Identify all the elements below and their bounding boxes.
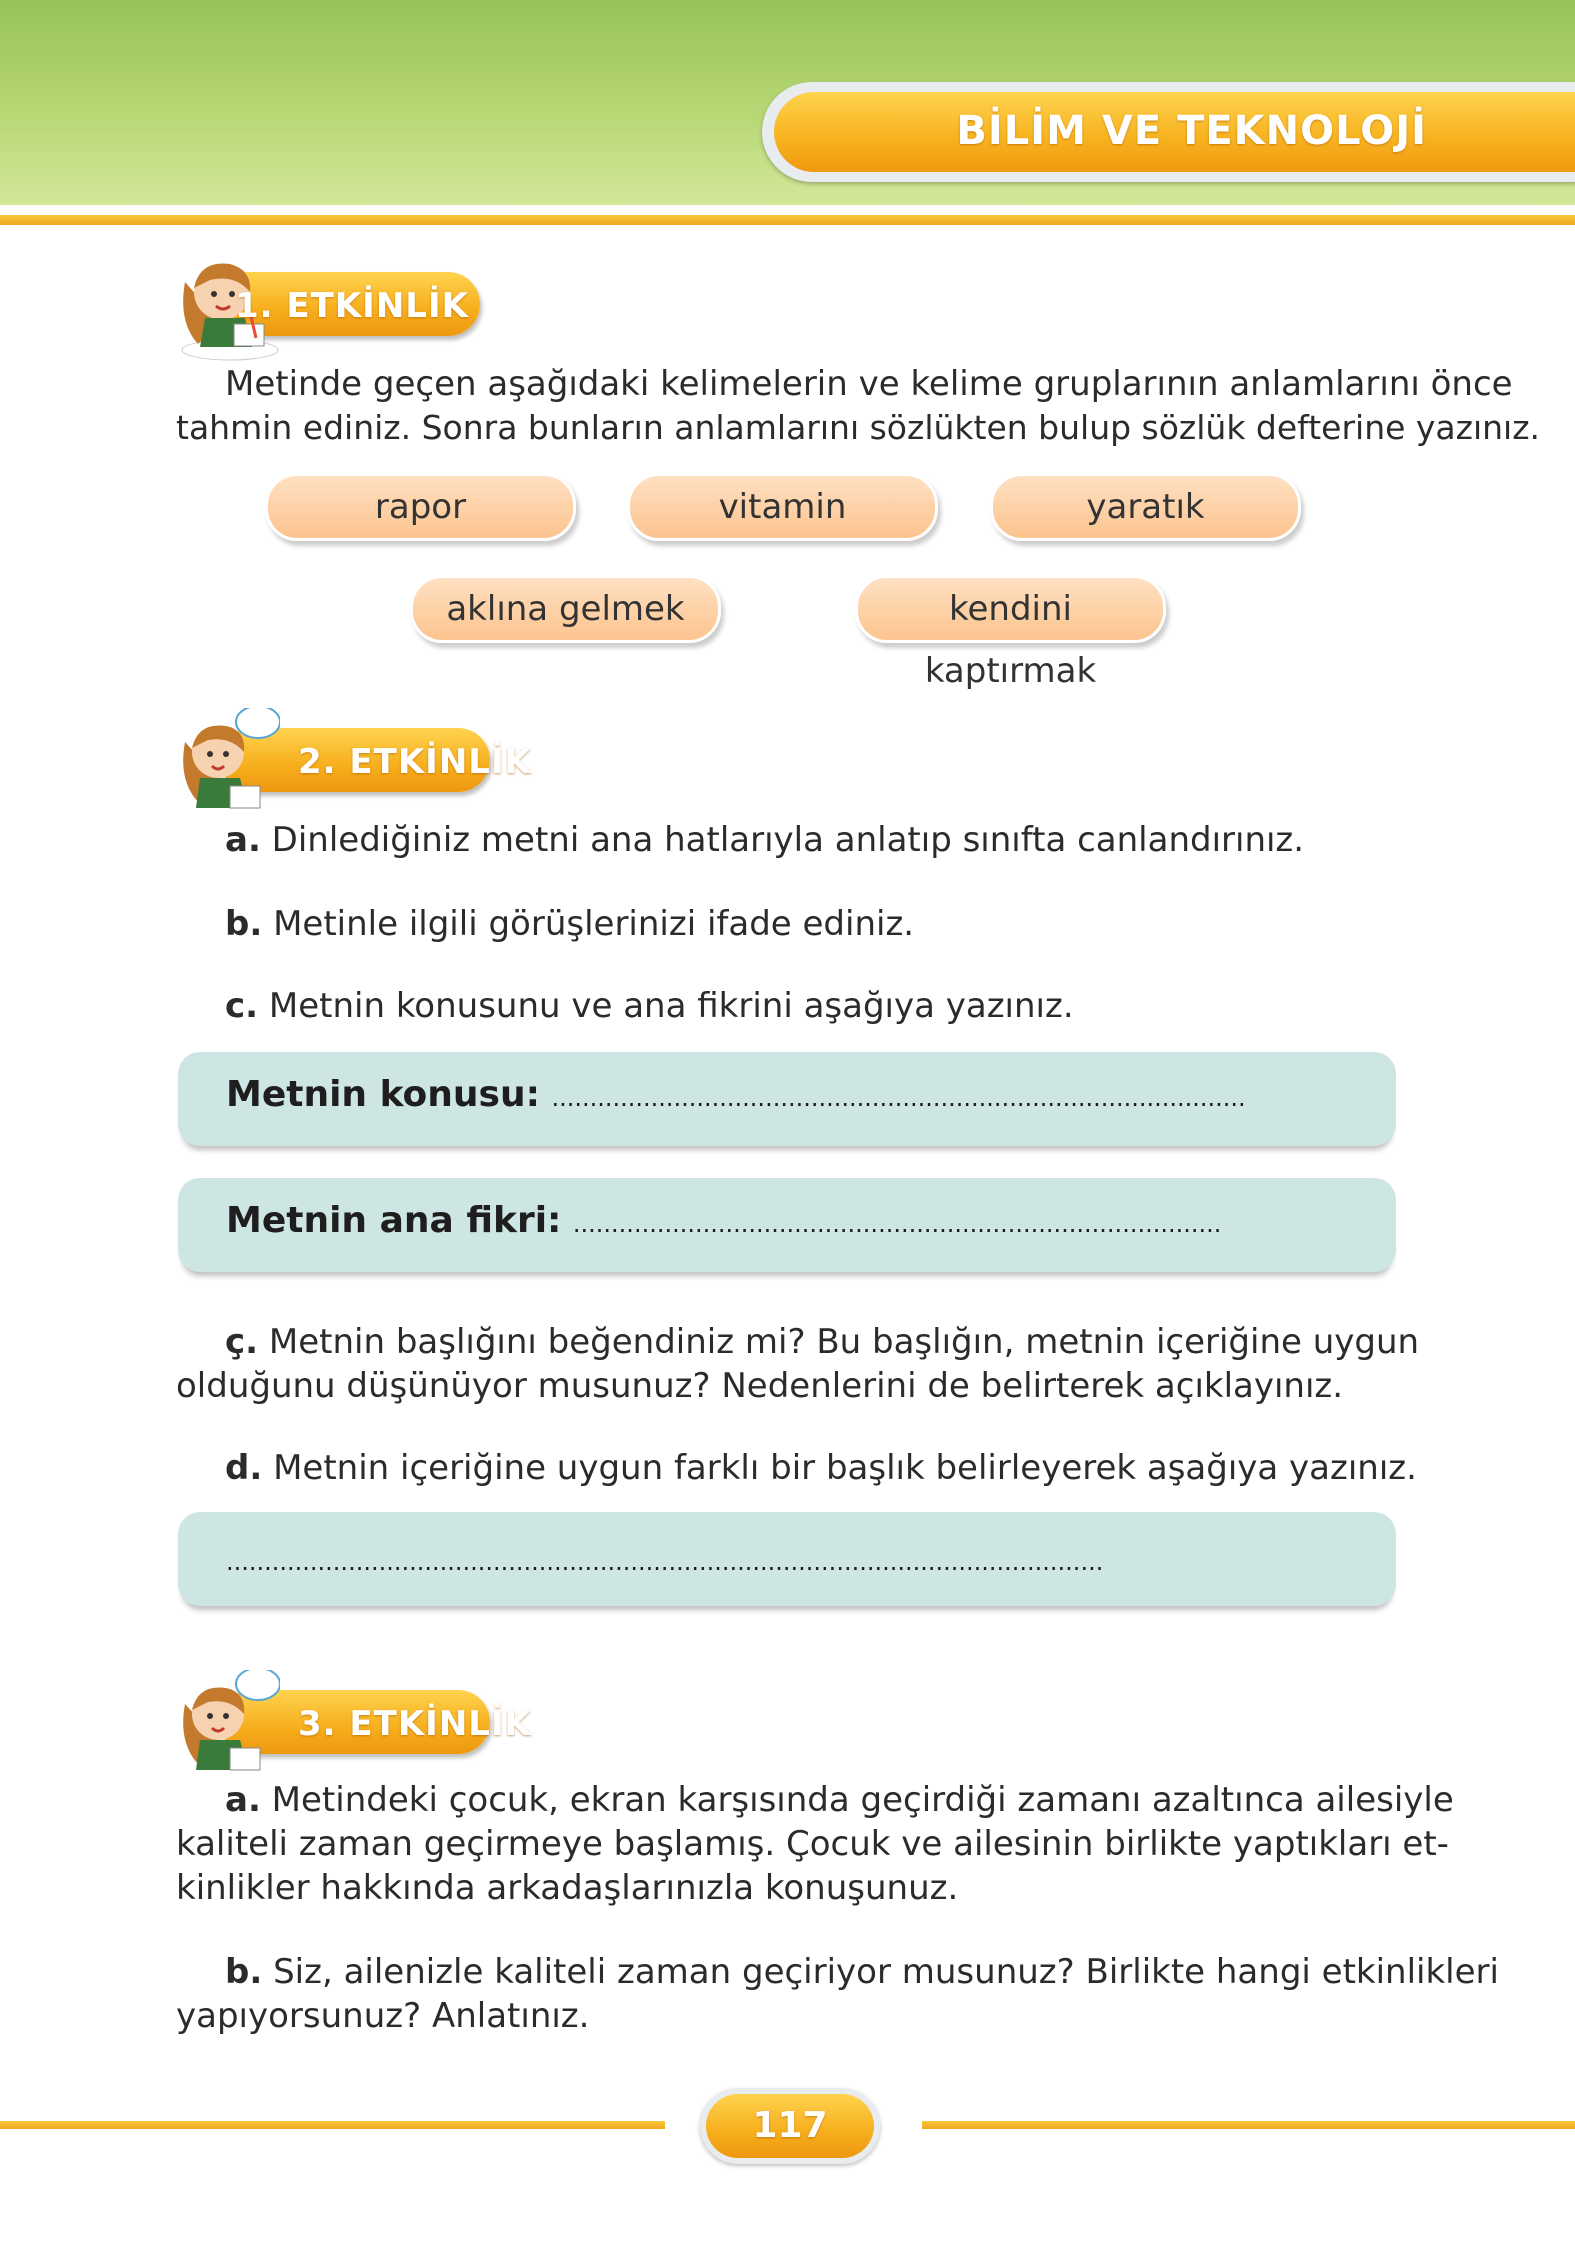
item-text: Dinlediğiniz metni ana hatlarıyla anlatıp sınıfta canlandırınız. [271,820,1305,860]
main-idea-answer-box[interactable] [178,1178,1396,1272]
unit-title: BİLİM VE TEKNOLOJİ [956,108,1427,154]
activity-1-instruction-line-1: Metinde geçen aşağıdaki kelimelerin ve kelime gruplarının anlamlarını önce [225,364,1513,404]
item-marker: c. [225,986,259,1026]
activity-1-heading [120,262,540,342]
girl-speaking-icon [160,708,280,818]
topic-dotted-line: ........................................................................................... [551,1084,1246,1112]
word-pill: aklına gelmek [410,575,721,643]
item-text: Metnin içeriğine uygun farklı bir başlık belirleyerek aşağıya yazınız. [273,1448,1417,1488]
new-title-answer-box[interactable] [178,1512,1396,1606]
item-2d [225,1446,1417,1490]
activity-3-heading [120,1680,550,1760]
item-3b-line-2: yapıyorsunuz? Anlatınız. [176,1996,590,2036]
item-3a-line-3: kinlikler hakkında arkadaşlarınızla konuşunuz. [176,1868,959,1908]
item-3b-line-1 [225,1950,1499,1994]
main-idea-dotted-line: ..................................................................................... [572,1210,1222,1238]
item-marker: b. [225,904,263,944]
page-number: 117 [706,2094,874,2158]
item-text: Metnin başlığını beğendiniz mi? Bu başlığın, metnin içeriğine uygun [268,1322,1420,1362]
item-3a-line-2: kaliteli zaman geçirmeye başlamış. Çocuk ve ailesinin birlikte yaptıkları et- [176,1824,1449,1864]
item-2cc-line-2: olduğunu düşünüyor musunuz? Nedenlerini de belirterek açıklayınız. [176,1366,1344,1406]
item-marker: ç. [225,1322,259,1362]
new-title-dotted-line: ................................................................................................................... [226,1548,1104,1576]
item-marker: a. [225,1780,261,1820]
girl-speaking-icon [160,1670,280,1780]
item-text: Metindeki çocuk, ekran karşısında geçirdiği zamanı azaltınca ailesiyle [271,1780,1454,1820]
activity-1-instruction-line-2: tahmin ediniz. Sonra bunların anlamlarını sözlükten bulup sözlük defterine yazınız. [176,408,1541,447]
activity-1-label: 1. ETKİNLİK [235,286,469,326]
item-2a [225,818,1304,862]
item-2b [225,902,914,946]
item-2c [225,984,1074,1028]
item-marker: d. [225,1448,263,1488]
item-2cc-line-1 [225,1320,1419,1364]
topic-answer-box[interactable] [178,1052,1396,1146]
item-marker: a. [225,820,261,860]
topic-label: Metnin konusu: [226,1074,540,1115]
activity-3-label: 3. ETKİNLİK [298,1704,532,1744]
header-divider [0,212,1575,225]
word-pill: rapor [265,473,576,541]
item-text: Siz, ailenizle kaliteli zaman geçiriyor musunuz? Birlikte hangi etkinlikleri [273,1952,1499,1992]
page-number-badge [700,2088,880,2164]
activity-2-heading [120,718,550,798]
item-marker: b. [225,1952,263,1992]
footer-rule-left [0,2121,665,2129]
word-pill: yaratık [990,473,1301,541]
word-pill: vitamin [627,473,938,541]
activity-2-label: 2. ETKİNLİK [298,742,532,782]
item-3a-line-1 [225,1778,1454,1822]
item-text: Metnin konusunu ve ana fikrini aşağıya yazınız. [268,986,1074,1026]
item-text: Metinle ilgili görüşlerinizi ifade ediniz. [273,904,915,944]
main-idea-label: Metnin ana fikri: [226,1200,562,1241]
footer-rule-right [922,2121,1575,2129]
word-pill: kendini kaptırmak [855,575,1166,643]
